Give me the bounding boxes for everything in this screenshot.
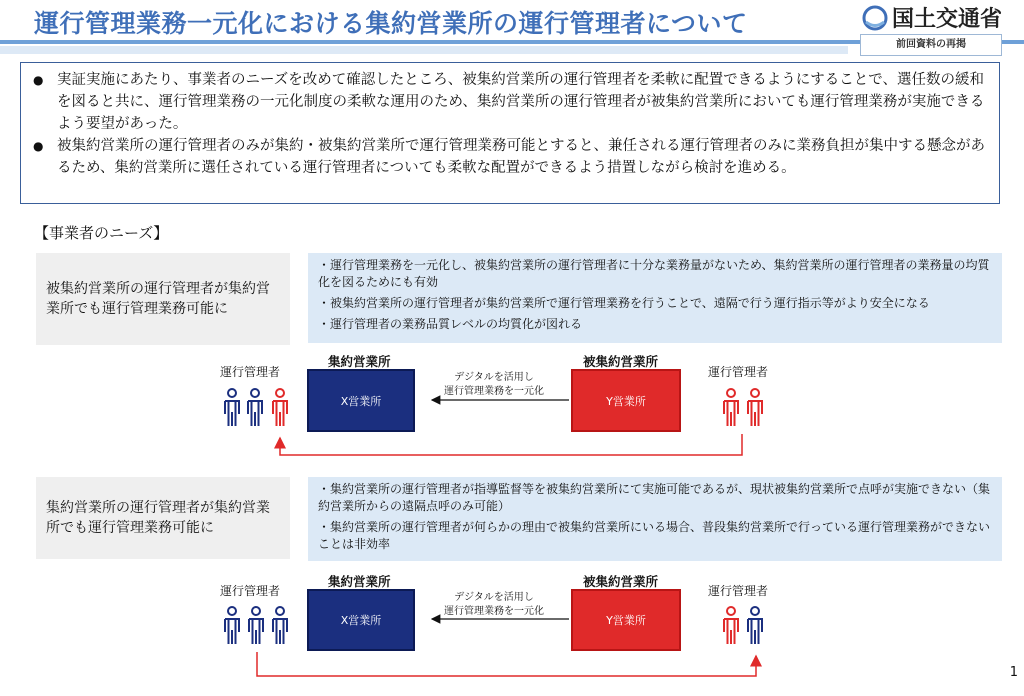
- hub-label: 集約営業所: [328, 574, 391, 589]
- case-2-label-text: 集約営業所の運行管理者が集約営業所でも運行管理業務可能に: [46, 500, 270, 536]
- intro-bullet: ● 実証実施にあたり、事業者のニーズを改めて確認したところ、被集約営業所の運行管理者を柔軟に配置できるようにすることで、選任数の緩和を図ると共に、運行管理業務の一元化制度の柔軟な運用のため、集約営業所の運行管理者が被集約営業所においても運行管理業務が実施できるよう要望があった。: [57, 69, 989, 135]
- hub-to-sub-arrow: [257, 652, 756, 676]
- case-1-label-text: 被集約営業所の運行管理者が集約営業所でも運行管理業務可能に: [46, 281, 270, 317]
- needs-heading: 【事業者のニーズ】: [34, 224, 169, 242]
- y-office-box: Y営業所: [571, 369, 681, 432]
- case-2-point: ・集約営業所の運行管理者が指導監督等を被集約営業所にて実施可能であるが、現状被集約営業所で点呼が実施できない（集約営業所からの遠隔点呼のみ可能）: [318, 482, 991, 513]
- manager-label: 運行管理者: [220, 584, 281, 598]
- manager-label: 運行管理者: [708, 365, 769, 379]
- manager-label: 運行管理者: [220, 365, 281, 379]
- digital-note-line: デジタルを活用し: [454, 372, 534, 383]
- sub-to-hub-arrow: [280, 434, 742, 455]
- hub-managers-icon: [225, 389, 287, 426]
- manager-label: 運行管理者: [708, 584, 769, 598]
- sub-managers-icon: [724, 389, 762, 426]
- hub-managers-icon: [225, 607, 287, 644]
- reposted-tag: 前回資料の再掲: [860, 34, 1002, 56]
- x-office-box: X営業所: [307, 589, 415, 651]
- y-office-box: Y営業所: [571, 589, 681, 651]
- sub-label: 被集約営業所: [583, 354, 659, 369]
- intro-bullet: ● 被集約営業所の運行管理者のみが集約・被集約営業所で運行管理業務可能とすると、兼任される運行管理者のみに業務負担が集中する懸念があるため、集約営業所に選任されている運行管理者についても柔軟な配置ができるよう措置しながら検討を進める。: [57, 135, 989, 179]
- hub-label: 集約営業所: [328, 354, 391, 369]
- sub-managers-icon: [724, 607, 762, 644]
- sub-label: 被集約営業所: [583, 574, 659, 589]
- page-title: 運行管理業務一元化における集約営業所の運行管理者について: [34, 9, 748, 38]
- page-number: 1: [1009, 665, 1018, 680]
- x-office-box: X営業所: [307, 369, 415, 432]
- digital-note-line: デジタルを活用し: [454, 592, 534, 603]
- case-1-point: ・被集約営業所の運行管理者が集約営業所で運行管理業務を行うことで、遠隔で行う運行指示等がより安全になる: [318, 296, 930, 310]
- case-2-point: ・集約営業所の運行管理者が何らかの理由で被集約営業所にいる場合、普段集約営業所で行っている運行管理業務ができないことは非効率: [318, 520, 991, 551]
- digital-note-line: 運行管理業務を一元化: [444, 386, 544, 397]
- case-1-point: ・運行管理業務を一元化し、被集約営業所の運行管理者に十分な業務量がないため、集約営業所の運行管理者の業務量の均質化を図るためにも有効: [318, 258, 990, 289]
- case-1-point: ・運行管理者の業務品質レベルの均質化が図れる: [318, 317, 583, 331]
- digital-note-line: 運行管理業務を一元化: [444, 606, 544, 617]
- logo-text: 国土交通省: [892, 7, 1003, 32]
